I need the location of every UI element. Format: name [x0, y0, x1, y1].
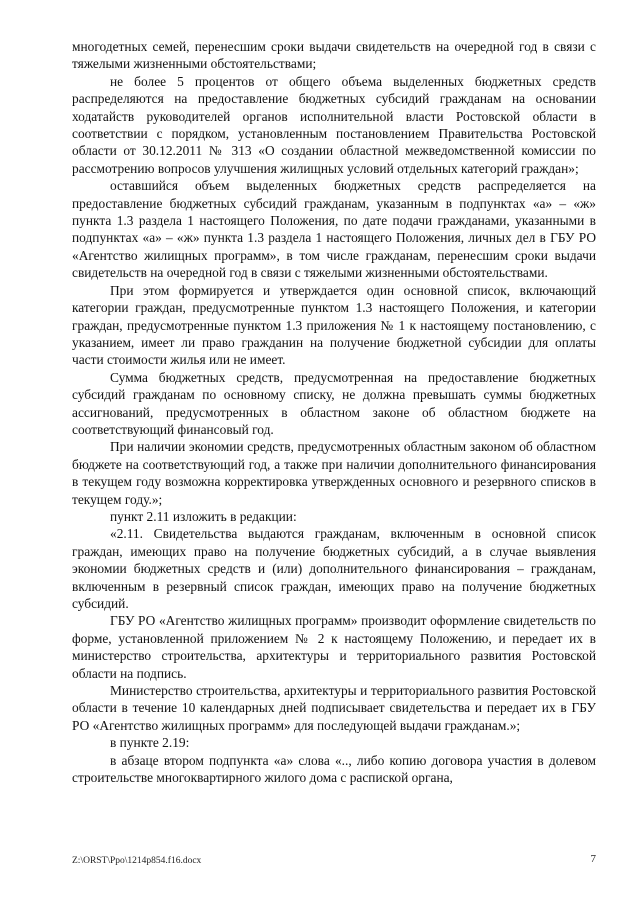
paragraph: в пункте 2.19:	[110, 735, 190, 751]
paragraph: в абзаце втором подпункта «а» слова «.., либо копию договора участия в долевом строительстве многоквартирного жилого дома с распиской органа,	[72, 752, 596, 786]
paragraph: При этом формируется и утверждается один основной список, включающий категории граждан, предусмотренные пунктом 1.3 настоящего Положения, и категории граждан, предусмотренные пунктом 1.3 приложения № 1 к настоящему постановлению, с указанием, имеет ли право гражданин на получение бюджетной субсидии для оплаты части стоимости жилья или не имеет.	[72, 282, 596, 368]
paragraph: «2.11. Свидетельства выдаются гражданам, включенным в основной список граждан, имеющих право на получение бюджетных субсидий, а в случае выявления экономии бюджетных средств и (или) дополнительного финансирования – гражданам, включенным в резервный список граждан, имеющих право на получение бюджетных субсидий.	[72, 526, 596, 611]
page-number: 7	[590, 853, 596, 865]
paragraph: Министерство строительства, архитектуры и территориального развития Ростовской области в течение 10 календарных дней подписывает свидетельства и передает их в ГБУ РО «Агентство жилищных программ» для последующей выдачи гражданам.»;	[72, 683, 596, 733]
paragraph: Сумма бюджетных средств, предусмотренная на предоставление бюджетных субсидий гражданам по основному списку, не должна превышать суммы бюджетных ассигнований, предусмотренных в областном законе об областном бюджете на соответствующий финансовый год.	[72, 369, 596, 437]
paragraph: пункт 2.11 изложить в редакции:	[110, 508, 297, 524]
footer-file-path: Z:\ORST\Ppo\1214p854.f16.docx	[72, 856, 202, 866]
paragraph: При наличии экономии средств, предусмотренных областным законом об областном бюджете на соответствующий год, а также при наличии дополнительного финансирования в текущем году возможна корректировка утвержденных основного и резервного списков в текущем году.»;	[72, 439, 596, 507]
paragraph: оставшийся объем выделенных бюджетных средств распределяется на предоставление бюджетных субсидий гражданам, указанным в подпунктах «а» – «ж» пункта 1.3 раздела 1 настоящего Положения, по дате подачи гражданами, указанными в подпунктах «а» – «ж» пункта 1.3 раздела 1 настоящего Положения, личных дел в ГБУ РО «Агентство жилищных программ», в том числе гражданам, перенесшим сроки выдачи свидетельств на очередной год в связи с тяжелыми жизненными обстоятельствами.	[72, 178, 596, 281]
paragraph: ГБУ РО «Агентство жилищных программ» производит оформление свидетельств по форме, установленной приложением № 2 к настоящему Положению, и передает их в министерство строительства, архитектуры и территориального развития Ростовской области на подпись.	[72, 613, 596, 681]
document-body	[72, 38, 596, 786]
paragraph: многодетных семей, перенесшим сроки выдачи свидетельств на очередной год в связи с тяжелыми жизненными обстоятельствами;	[72, 39, 596, 72]
paragraph: не более 5 процентов от общего объема выделенных бюджетных средств распределяются на предоставление бюджетных субсидий гражданам на основании ходатайств руководителей органов исполнительной власти Ростовской области в соответствии с порядком, установленным постановлением Правительства Ростовской области от 30.12.2011 № 313 «О создании областной межведомственной комиссии по рассмотрению вопросов улучшения жилищных условий отдельных категорий граждан»;	[72, 73, 596, 176]
